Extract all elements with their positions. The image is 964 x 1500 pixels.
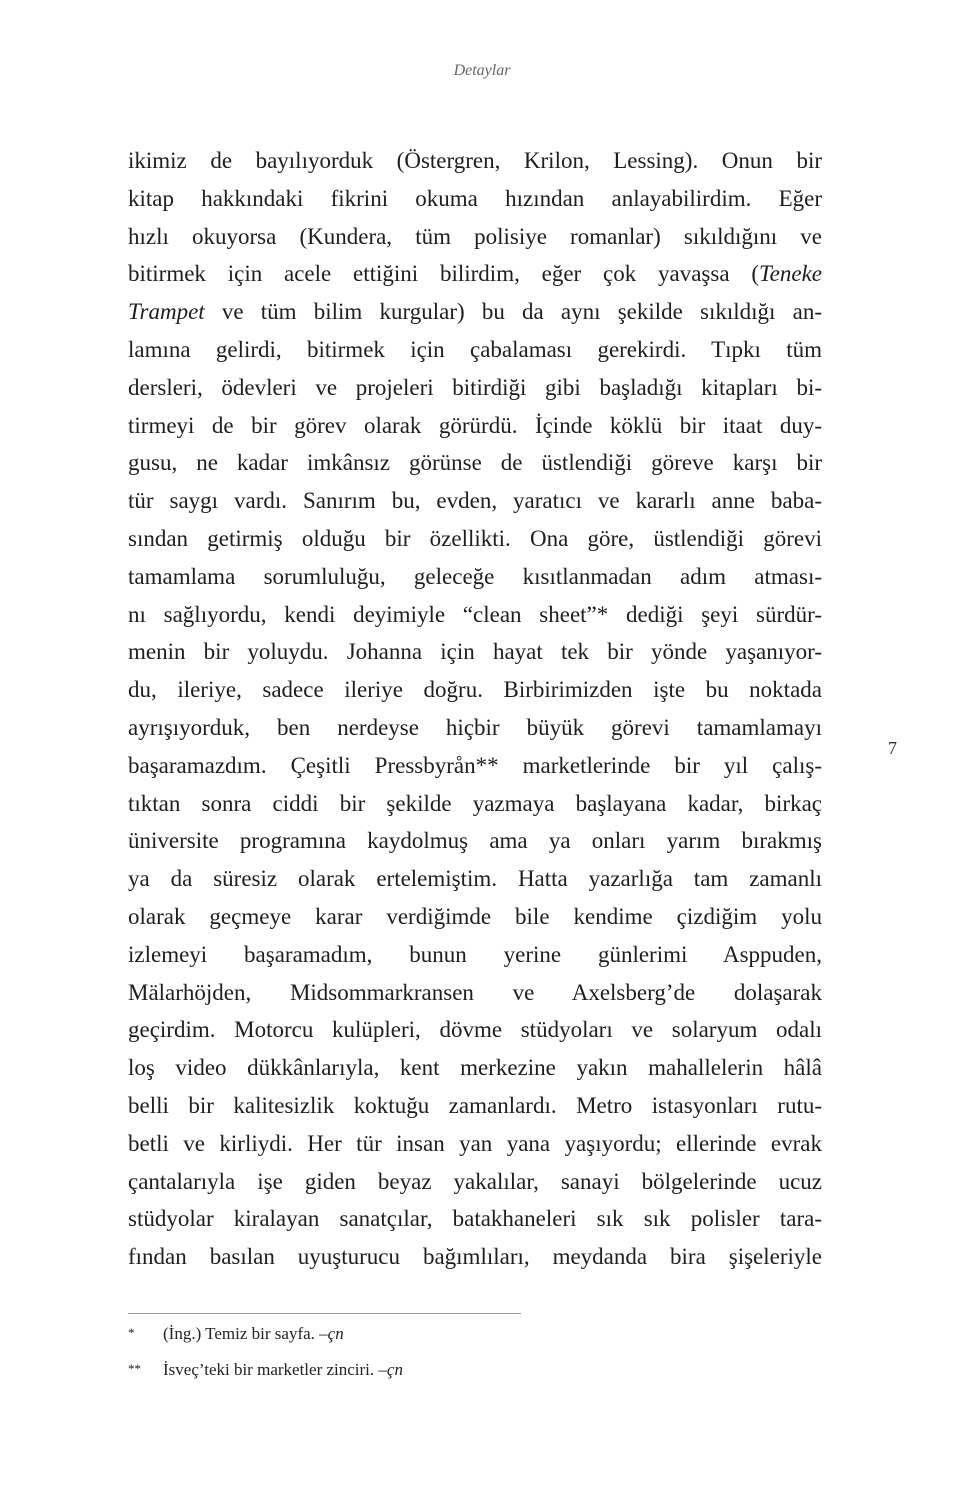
text-line [128,596,822,634]
text-line [128,1087,822,1125]
text-line [128,633,822,671]
text-line [128,142,822,180]
text-line [128,974,822,1012]
footnote-1 [128,1324,344,1344]
text-line [128,255,822,293]
line-text: belli bir kalitesizlik koktuğu zamanlardı. Metro istasyonları rutu- [128,1092,822,1118]
text-line [128,936,822,974]
line-text: loş video dükkânlarıyla, kent merkezine yakın mahallelerin hâlâ [128,1055,822,1081]
running-head: Detaylar [453,62,511,79]
text-line [128,747,822,785]
line-text: stüdyolar kiralayan sanatçılar, batakhaneleri sık sık polisler tara- [128,1206,822,1232]
line-text: ayrışıyorduk, ben nerdeyse hiçbir büyük görevi tamamlamayı [128,714,822,740]
page-number: 7 [888,738,897,758]
footnote-rule [128,1313,521,1314]
text-line [128,860,822,898]
text-line [128,898,822,936]
text-line [128,785,822,823]
line-text: hızlı okuyorsa (Kundera, tüm polisiye romanlar) sıkıldığını ve [128,223,822,249]
line-text: tamamlama sorumluluğu, geleceğe kısıtlanmadan adım atması- [128,563,822,589]
line-text: du, ileriye, sadece ileriye doğru. Birbirimizden işte bu noktada [128,677,822,703]
text-line [128,709,822,747]
line-text: lamına gelirdi, bitirmek için çabalaması gerekirdi. Tıpkı tüm [128,336,822,362]
text-line [128,218,822,256]
line-text: üniversite programına kaydolmuş ama ya onları yarım bırakmış [128,828,822,854]
line-text: gusu, ne kadar imkânsız görünse de üstlendiği göreve karşı bir [128,450,822,476]
line-text: izlemeyi başaramadım, bunun yerine günlerimi Asppuden, [128,941,822,967]
line-text: ve tüm bilim kurgular) bu da aynı şekilde sıkıldığı an- [204,299,822,325]
line-text: olarak geçmeye karar verdiğimde bile kendime çizdiğim yolu [128,903,822,929]
text-line [128,482,822,520]
footnote-tag: –çn [319,1324,344,1343]
text-line [128,1163,822,1201]
footnote-marker: ** [128,1361,141,1376]
text-line [128,1200,822,1238]
footnote-text: İsveç’teki bir marketler zinciri. [163,1360,379,1379]
footnote-2 [128,1360,403,1380]
italic-title: Trampet [128,299,205,325]
text-line [128,331,822,369]
text-line [128,671,822,709]
footnote-tag: –çn [378,1360,403,1379]
text-line [128,558,822,596]
line-text: Mälarhöjden, Midsommarkransen ve Axelsberg’de dolaşarak [128,979,822,1005]
line-text: ikimiz de bayılıyorduk (Östergren, Krilon, Lessing). Onun bir [128,148,822,173]
line-text: çantalarıyla işe giden beyaz yakalılar, sanayi bölgelerinde ucuz [128,1168,822,1194]
text-line [128,1238,822,1276]
line-text: dersleri, ödevleri ve projeleri bitirdiği gibi başladığı kitapları bi- [128,374,822,400]
text-line [128,369,822,407]
line-text: tıktan sonra ciddi bir şekilde yazmaya başlayana kadar, birkaç [128,790,822,816]
footnote-marker: * [128,1325,135,1340]
text-line [128,520,822,558]
line-text: geçirdim. Motorcu kulüpleri, dövme stüdyoları ve solaryum odalı [128,1017,822,1043]
line-text: başaramazdım. Çeşitli Pressbyrån** marketlerinde bir yıl çalış- [128,752,822,778]
text-line [128,444,822,482]
line-text: betli ve kirliydi. Her tür insan yan yana yaşıyordu; ellerinde evrak [128,1130,822,1156]
text-line [128,1011,822,1049]
text-line [128,407,822,445]
text-line [128,822,822,860]
text-line [128,1125,822,1163]
body-text [128,142,822,1276]
line-text: sından getirmiş olduğu bir özellikti. Ona göre, üstlendiği görevi [128,525,822,551]
text-line [128,1049,822,1087]
line-text: tür saygı vardı. Sanırım bu, evden, yaratıcı ve kararlı anne baba- [128,488,822,514]
line-text: fından basılan uyuşturucu bağımlıları, meydanda bira şişeleriyle [128,1244,822,1270]
line-text: menin bir yoluydu. Johanna için hayat tek bir yönde yaşanıyor- [128,639,822,665]
line-text: ya da süresiz olarak ertelemiştim. Hatta yazarlığa tam zamanlı [128,866,822,892]
line-text: tirmeyi de bir görev olarak görürdü. İçinde köklü bir itaat duy- [128,412,822,438]
italic-title: Teneke [758,261,822,287]
line-text: kitap hakkındaki fikrini okuma hızından anlayabilirdim. Eğer [128,185,822,211]
line-text: nı sağlıyordu, kendi deyimiyle “clean sheet”* dediği şeyi sürdür- [128,601,822,627]
footnote-text: (İng.) Temiz bir sayfa. [163,1324,320,1343]
text-line [128,180,822,218]
text-line [128,293,822,331]
line-text: bitirmek için acele ettiğini bilirdim, eğer çok yavaşsa ( [128,261,759,287]
